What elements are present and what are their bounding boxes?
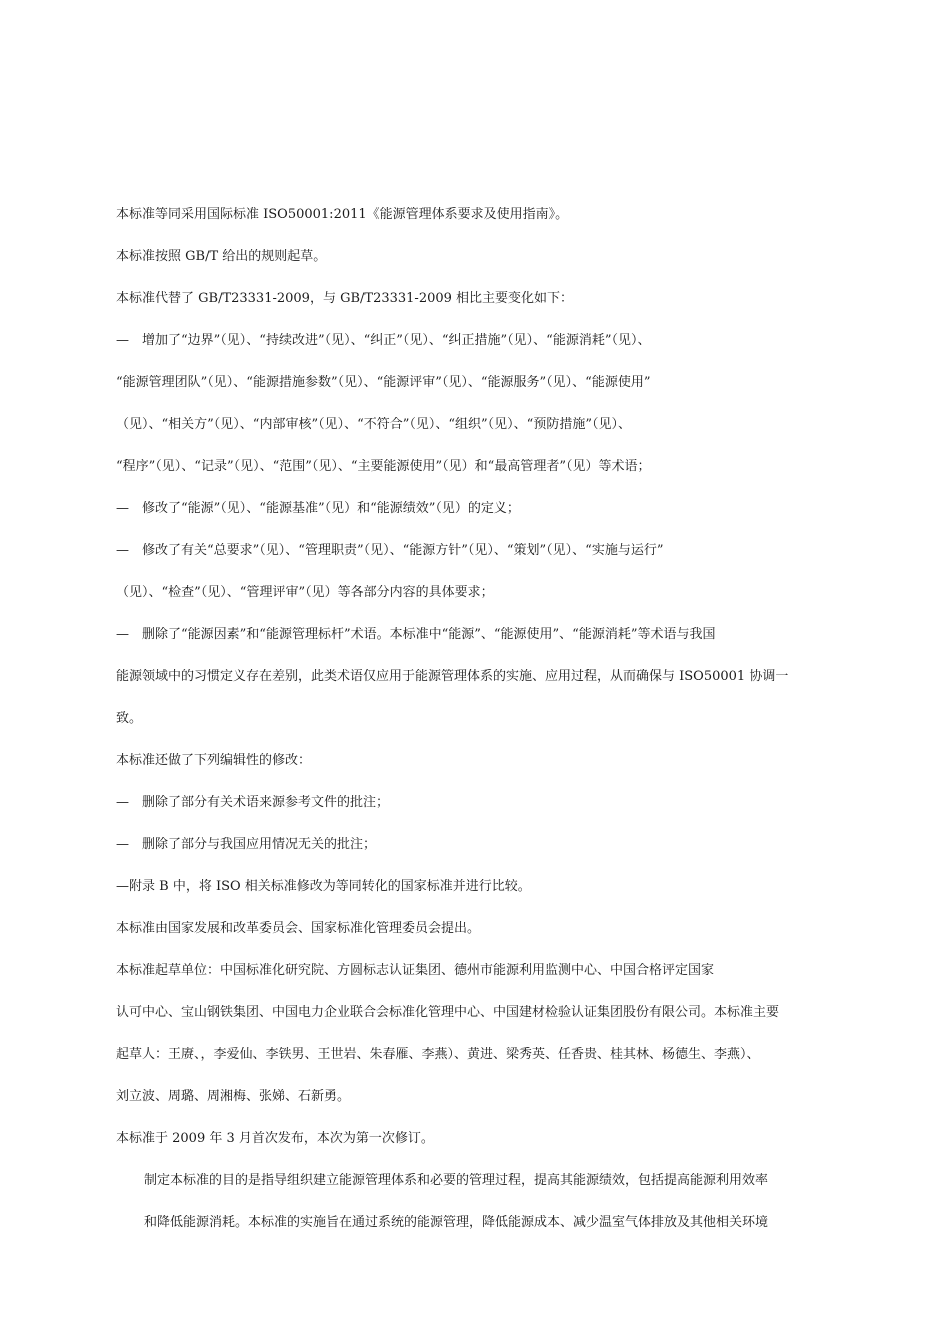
list-item-line: — 删除了部分有关术语来源参考文件的批注； xyxy=(116,795,390,810)
paragraph-line: 制定本标准的目的是指导组织建立能源管理体系和必要的管理过程，提高其能源绩效，包括提高能源利用效率 xyxy=(144,1173,769,1188)
paragraph-line: 能源领域中的习惯定义存在差别，此类术语仅应用于能源管理体系的实施、应用过程，从而确保与 ISO50001 协调一 xyxy=(116,669,789,684)
list-item-line: — 修改了有关“总要求”（见）、“管理职责”（见）、“能源方针”（见）、“策划”（见）、“实施与运行” xyxy=(116,543,664,558)
paragraph-line: 本标准等同采用国际标准 ISO50001:2011《能源管理体系要求及使用指南》。 xyxy=(116,207,569,222)
paragraph-line: 本标准由国家发展和改革委员会、国家标准化管理委员会提出。 xyxy=(116,921,481,936)
paragraph-line: （见）、“相关方”（见）、“内部审核”（见）、“不符合”（见）、“组织”（见）、“预防措施”（见）、 xyxy=(116,417,631,432)
paragraph-line: 本标准于 2009 年 3 月首次发布，本次为第一次修订。 xyxy=(116,1131,434,1146)
paragraph-line: 认可中心、宝山钢铁集团、中国电力企业联合会标准化管理中心、中国建材检验认证集团股份有限公司。本标准主要 xyxy=(116,1005,780,1020)
list-item-line: —附录 B 中，将 ISO 相关标准修改为等同转化的国家标准并进行比较。 xyxy=(116,879,531,894)
paragraph-line: “能源管理团队”（见）、“能源措施参数”（见）、“能源评审”（见）、“能源服务”（见）、“能源使用” xyxy=(116,375,651,390)
paragraph-line: 本标准还做了下列编辑性的修改： xyxy=(116,753,312,768)
paragraph-line: （见）、“检查”（见）、“管理评审”（见）等各部分内容的具体要求； xyxy=(116,585,494,600)
paragraph-line: 致。 xyxy=(116,711,143,726)
paragraph-line: 本标准起草单位：中国标准化研究院、方圆标志认证集团、德州市能源利用监测中心、中国合格评定国家 xyxy=(116,963,715,978)
list-item-line: — 删除了“能源因素”和“能源管理标杆”术语。本标准中“能源”、“能源使用”、“能源消耗”等术语与我国 xyxy=(116,627,716,642)
paragraph-line: 起草人：王赓、，李爱仙、李铁男、王世岩、朱春雁、李燕）、黄进、梁秀英、任香贵、桂其林、杨德生、李燕）、 xyxy=(116,1047,760,1062)
list-item-line: — 删除了部分与我国应用情况无关的批注； xyxy=(116,837,377,852)
list-item-line: — 增加了“边界”（见）、“持续改进”（见）、“纠正”（见）、“纠正措施”（见）、“能源消耗”（见）、 xyxy=(116,333,651,348)
paragraph-line: “程序”（见）、“记录”（见）、“范围”（见）、“主要能源使用”（见）和“最高管理者”（见）等术语； xyxy=(116,459,651,474)
paragraph-line: 刘立波、周璐、周湘梅、张娣、石新勇。 xyxy=(116,1089,351,1104)
paragraph-line: 本标准代替了 GB/T23331-2009，与 GB/T23331-2009 相比主要变化如下： xyxy=(116,291,574,306)
paragraph-line: 和降低能源消耗。本标准的实施旨在通过系统的能源管理，降低能源成本、减少温室气体排放及其他相关环境 xyxy=(144,1215,769,1230)
list-item-line: — 修改了“能源”（见）、“能源基准”（见）和“能源绩效”（见）的定义； xyxy=(116,501,520,516)
paragraph-line: 本标准按照 GB/T 给出的规则起草。 xyxy=(116,249,327,264)
